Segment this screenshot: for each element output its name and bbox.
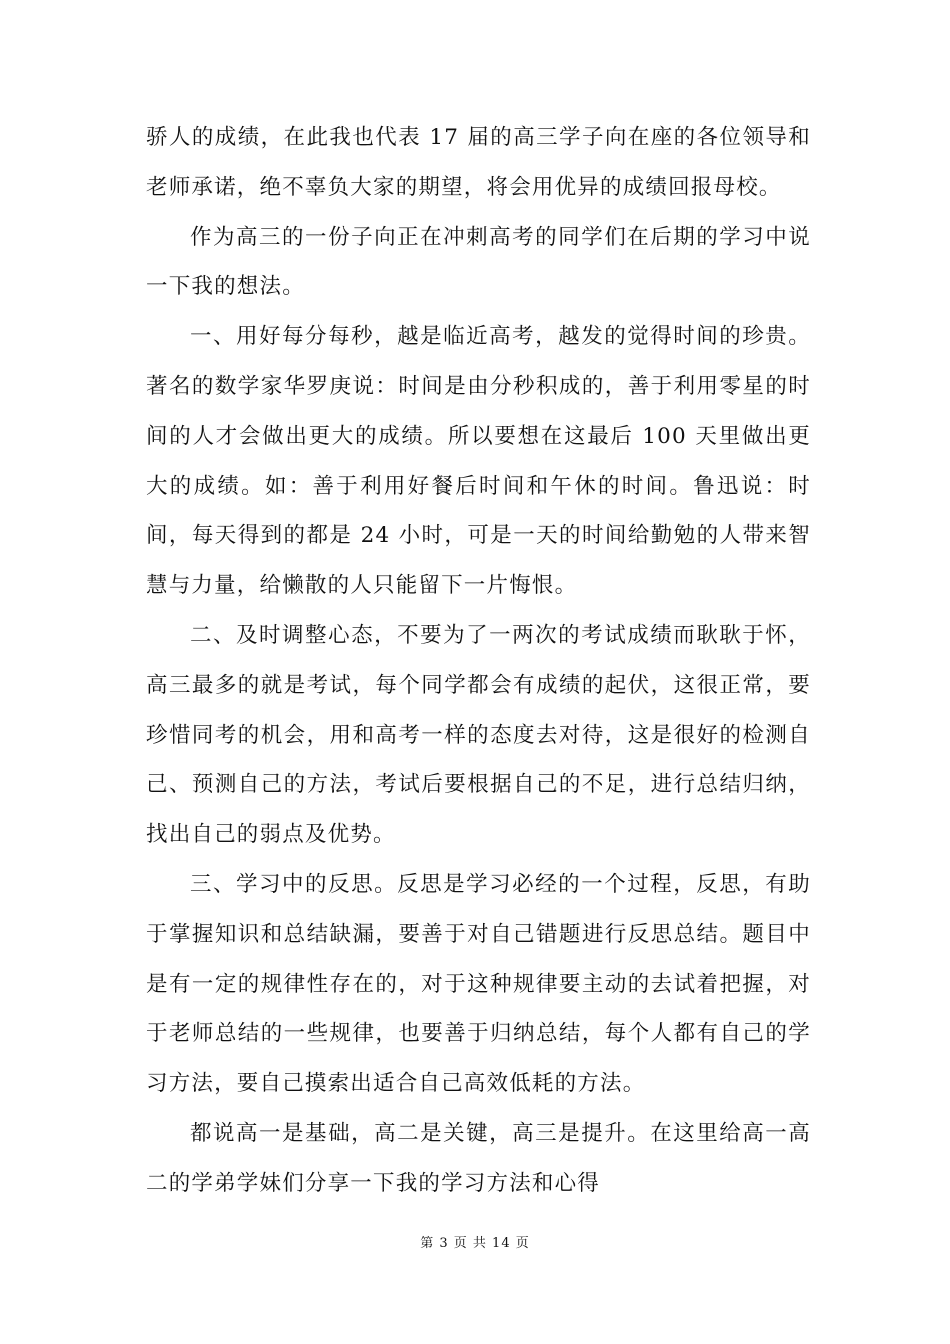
paragraph-4: 二、及时调整心态，不要为了一两次的考试成绩而耿耿于怀，高三最多的就是考试，每个同学都会有成绩的起伏，这很正常，要珍惜同考的机会，用和高考一样的态度去对待，这是很好的检测自己、预测自己的方法，考试后要根据自己的不足，进行总结归纳，找出自己的弱点及优势。 [146, 622, 811, 848]
document-body [146, 113, 811, 1209]
page-number-footer: 第 3 页 共 14 页 [420, 1236, 530, 1251]
paragraph-5: 三、学习中的反思。反思是学习必经的一个过程，反思，有助于掌握知识和总结缺漏，要善于对自己错题进行反思总结。题目中是有一定的规律性存在的，对于这种规律要主动的去试着把握，对于老师总结的一些规律，也要善于归纳总结，每个人都有自己的学习方法，要自己摸索出适合自己高效低耗的方法。 [146, 871, 811, 1097]
paragraph-1: 骄人的成绩，在此我也代表 17 届的高三学子向在座的各位领导和老师承诺，绝不辜负大家的期望，将会用优异的成绩回报母校。 [146, 125, 811, 200]
paragraph-2: 作为高三的一份子向正在冲刺高考的同学们在后期的学习中说一下我的想法。 [146, 224, 811, 300]
paragraph-6: 都说高一是基础，高二是关键，高三是提升。在这里给高一高二的学弟学妹们分享一下我的学习方法和心得 [146, 1120, 811, 1196]
paragraph-3: 一、用好每分每秒，越是临近高考，越发的觉得时间的珍贵。著名的数学家华罗庚说：时间是由分秒积成的，善于利用零星的时间的人才会做出更大的成绩。所以要想在这最后 100 天里做出更大的成绩。如：善于利用好餐后时间和午休的时间。鲁迅说：时间，每天得到的都是 24 小时，可是一天的时间给勤勉的人带来智慧与力量，给懒散的人只能留下一片悔恨。 [146, 324, 811, 599]
